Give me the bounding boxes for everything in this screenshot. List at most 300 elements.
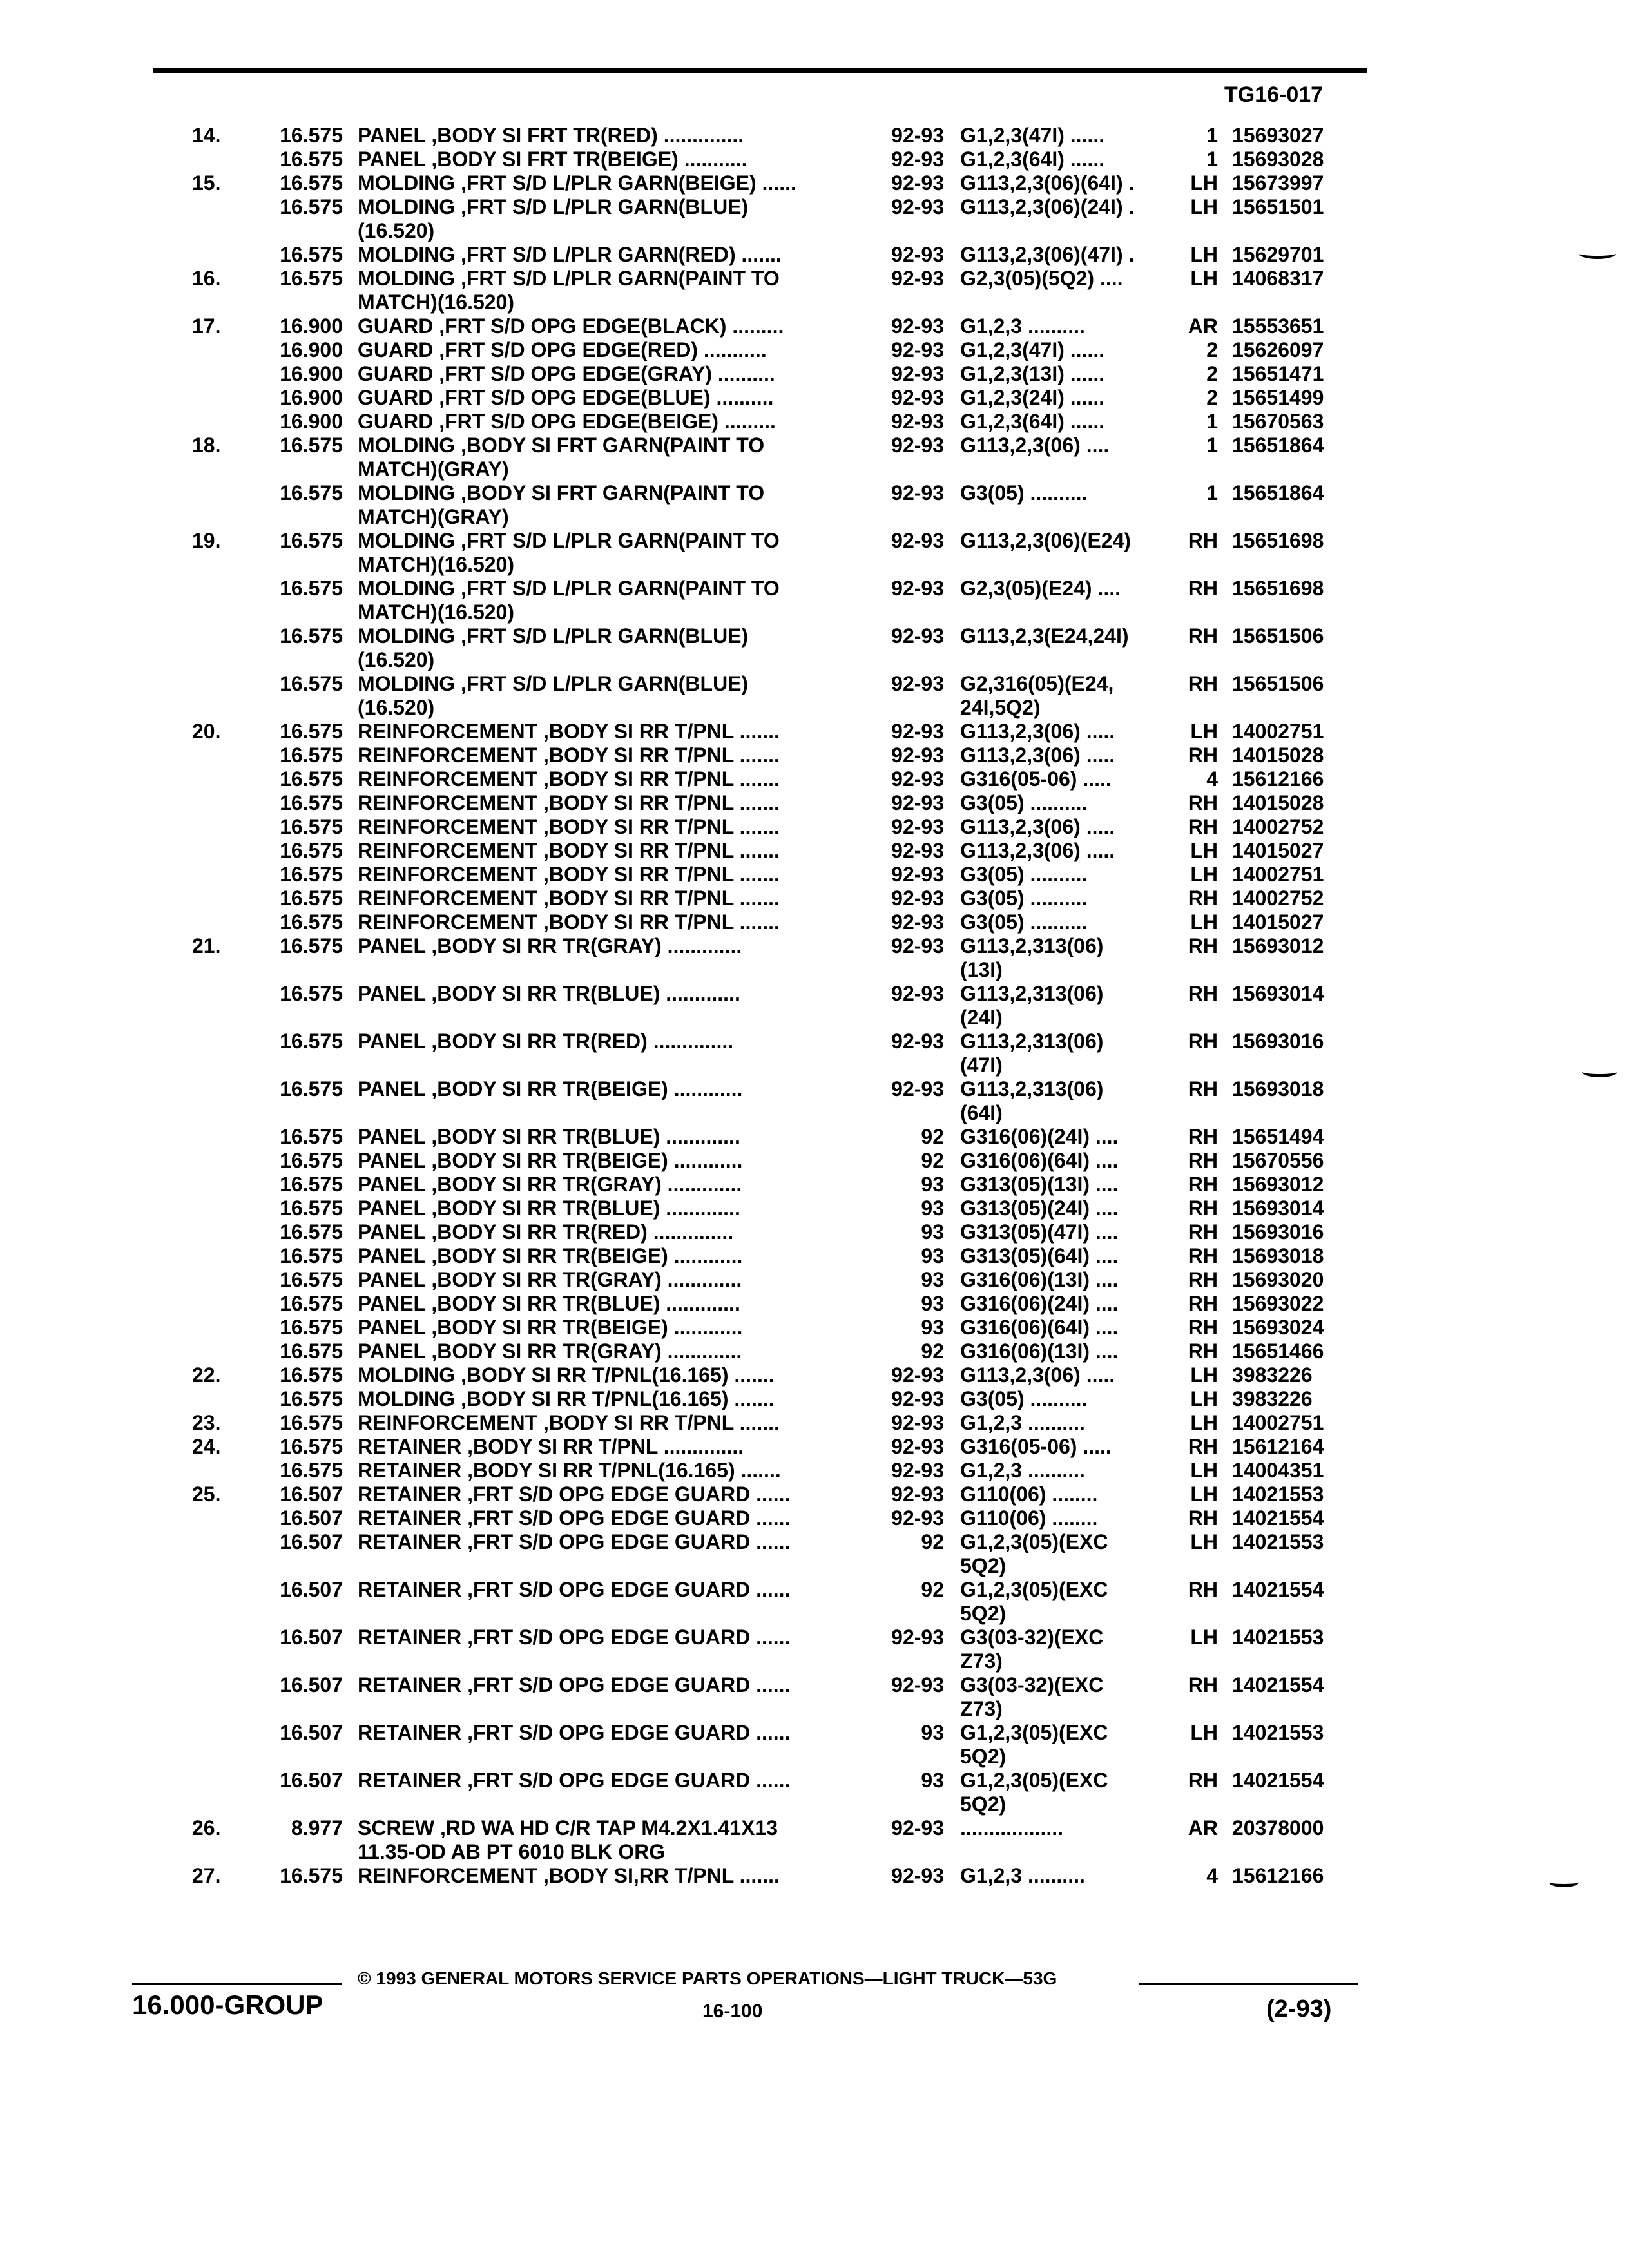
- part-description: [358, 1244, 892, 1268]
- part-detail: ,FRT S/D OPG EDGE GUARD ......: [461, 1506, 791, 1530]
- part-number: 14015027: [1232, 910, 1324, 934]
- part-number: 14015027: [1232, 839, 1324, 862]
- part-detail: ,BODY SI RR T/PNL(16.165) .......: [455, 1387, 775, 1410]
- part-name: REINFORCEMENT: [358, 839, 538, 862]
- table-row: [0, 1268, 1629, 1292]
- group-number: 16.900: [280, 410, 343, 433]
- table-row: [0, 815, 1629, 839]
- table-row: [0, 1149, 1629, 1173]
- part-description: [358, 839, 892, 863]
- part-description: [358, 553, 892, 577]
- model-years: 93: [857, 1292, 944, 1316]
- model-usage: G313(05)(47I) ....: [960, 1220, 1119, 1244]
- part-detail: ,BODY SI RR TR(BLUE) .............: [425, 982, 740, 1005]
- part-number: 15651494: [1232, 1125, 1324, 1148]
- model-usage: G113,2,313(06): [960, 982, 1104, 1005]
- table-row: [0, 1721, 1629, 1745]
- quantity: 2: [1179, 338, 1218, 362]
- table-row: [0, 148, 1629, 171]
- part-number: 14021553: [1232, 1483, 1324, 1506]
- model-usage: G113,2,313(06): [960, 1077, 1104, 1100]
- table-row: [0, 1864, 1629, 1888]
- table-row: [0, 1006, 1629, 1030]
- table-row: [0, 720, 1629, 744]
- part-detail: ,BODY SI RR TR(BEIGE) ............: [425, 1077, 743, 1100]
- part-description: [358, 791, 892, 815]
- part-name: MOLDING: [358, 267, 456, 290]
- part-name: RETAINER: [358, 1506, 462, 1530]
- model-usage: G110(06) ........: [960, 1483, 1098, 1506]
- figure-number: 17.: [192, 314, 221, 338]
- part-number: 14021554: [1232, 1506, 1324, 1530]
- part-detail: (16.520): [358, 648, 435, 671]
- quantity: LH: [1179, 1411, 1218, 1435]
- quantity: LH: [1179, 1459, 1218, 1483]
- group-number: 16.575: [280, 1292, 343, 1315]
- model-usage: (47I): [960, 1053, 1003, 1077]
- part-name: MOLDING: [358, 529, 456, 552]
- part-detail: ,BODY SI RR T/PNL .......: [537, 1411, 780, 1434]
- group-number: 16.575: [280, 148, 343, 171]
- model-years: 92-93: [857, 1483, 944, 1506]
- model-usage: G316(05-06) .....: [960, 1435, 1112, 1458]
- part-description: [358, 1268, 892, 1292]
- part-detail: ,BODY SI RR T/PNL .......: [537, 767, 780, 791]
- model-usage: G113,2,3(06)(64I) .: [960, 171, 1135, 195]
- part-detail: ,FRT S/D L/PLR GARN(PAINT TO: [455, 529, 780, 552]
- model-usage: G110(06) ........: [960, 1506, 1098, 1530]
- quantity: AR: [1179, 1816, 1218, 1840]
- part-number: 15651466: [1232, 1340, 1324, 1363]
- part-detail: ,FRT S/D L/PLR GARN(BEIGE) ......: [455, 171, 796, 195]
- table-row: [0, 124, 1629, 148]
- part-description: [358, 1769, 892, 1792]
- part-number: 15651864: [1232, 434, 1324, 457]
- part-detail: 11.35-OD AB PT 6010 BLK ORG: [358, 1840, 666, 1863]
- part-detail: (16.520): [358, 219, 435, 242]
- table-row: [0, 1673, 1629, 1697]
- quantity: RH: [1179, 1316, 1218, 1340]
- quantity: 1: [1179, 410, 1218, 434]
- model-years: 92-93: [857, 1363, 944, 1387]
- quantity: RH: [1179, 1506, 1218, 1530]
- quantity: RH: [1179, 744, 1218, 767]
- model-usage: G316(06)(24I) ....: [960, 1125, 1119, 1148]
- model-usage: G113,2,3(06)(24I) .: [960, 195, 1135, 218]
- figure-number: 27.: [192, 1864, 221, 1887]
- model-years: 92: [857, 1578, 944, 1602]
- part-name: RETAINER: [358, 1626, 462, 1649]
- model-usage: G113,2,3(06) .....: [960, 815, 1115, 838]
- model-usage: G1,2,3 ..........: [960, 1864, 1085, 1887]
- group-number: 16.575: [280, 1411, 343, 1434]
- table-row: [0, 1196, 1629, 1220]
- group-label: 16.000-GROUP: [132, 1990, 323, 2020]
- quantity: LH: [1179, 195, 1218, 219]
- part-description: [358, 314, 892, 338]
- model-years: 92-93: [857, 744, 944, 767]
- part-detail: ,BODY SI,RR T/PNL .......: [537, 1864, 780, 1887]
- quantity: 1: [1179, 434, 1218, 457]
- model-usage: (64I): [960, 1101, 1003, 1124]
- model-years: 92-93: [857, 338, 944, 362]
- table-row: [0, 1578, 1629, 1602]
- model-years: 92-93: [857, 1816, 944, 1840]
- quantity: LH: [1179, 171, 1218, 195]
- part-name: RETAINER: [358, 1578, 462, 1601]
- part-name: REINFORCEMENT: [358, 910, 538, 934]
- table-row: [0, 457, 1629, 481]
- model-usage: G113,2,3(06) .....: [960, 839, 1115, 862]
- group-number: 16.575: [280, 1220, 343, 1244]
- part-description: [358, 529, 892, 553]
- model-years: 92-93: [857, 1077, 944, 1101]
- figure-number: 23.: [192, 1411, 221, 1434]
- part-description: [358, 338, 892, 362]
- margin-mark-3: [1549, 1878, 1579, 1887]
- table-row: [0, 1387, 1629, 1411]
- quantity: RH: [1179, 1030, 1218, 1053]
- table-row: [0, 910, 1629, 934]
- quantity: RH: [1179, 1268, 1218, 1292]
- table-row: [0, 839, 1629, 863]
- part-name: RETAINER: [358, 1673, 462, 1696]
- part-description: [358, 1316, 892, 1340]
- model-usage: G313(05)(64I) ....: [960, 1244, 1119, 1267]
- table-row: [0, 1053, 1629, 1077]
- copyright-notice: © 1993 GENERAL MOTORS SERVICE PARTS OPERATIONS—LIGHT TRUCK—53G: [358, 1968, 1057, 1988]
- part-number: 15629701: [1232, 243, 1324, 266]
- group-number: 16.575: [280, 1149, 343, 1172]
- part-name: MOLDING: [358, 1363, 456, 1387]
- group-number: 16.575: [280, 1435, 343, 1458]
- part-detail: ,BODY SI RR T/PNL(16.165) .......: [461, 1459, 781, 1482]
- table-row: [0, 1101, 1629, 1125]
- quantity: 2: [1179, 386, 1218, 410]
- model-years: 92-93: [857, 1673, 944, 1697]
- model-usage: 5Q2): [960, 1792, 1007, 1816]
- model-years: 92-93: [857, 982, 944, 1006]
- part-detail: ,BODY SI RR TR(BLUE) .............: [425, 1196, 740, 1220]
- model-usage: G3(05) ..........: [960, 481, 1088, 505]
- group-number: 16.575: [280, 934, 343, 957]
- part-name: PANEL: [358, 148, 426, 171]
- part-description: [358, 1077, 892, 1101]
- figure-number: 22.: [192, 1363, 221, 1387]
- table-row: [0, 958, 1629, 982]
- table-row: [0, 505, 1629, 529]
- part-description: [358, 982, 892, 1006]
- part-detail: ,BODY SI RR T/PNL .......: [537, 910, 780, 934]
- table-row: [0, 648, 1629, 672]
- group-number: 16.575: [280, 1459, 343, 1482]
- model-years: 92-93: [857, 267, 944, 291]
- model-years: 92-93: [857, 243, 944, 267]
- table-row: [0, 171, 1629, 195]
- quantity: RH: [1179, 1435, 1218, 1459]
- model-usage: (24I): [960, 1006, 1003, 1029]
- part-detail: ,BODY SI RR TR(RED) ..............: [425, 1030, 734, 1053]
- part-detail: ,FRT S/D OPG EDGE(BLUE) ..........: [433, 386, 774, 409]
- group-number: 16.900: [280, 386, 343, 409]
- model-years: 92-93: [857, 815, 944, 839]
- part-detail: ,BODY SI RR T/PNL ..............: [461, 1435, 744, 1458]
- part-detail: ,FRT S/D OPG EDGE(RED) ...........: [433, 338, 767, 361]
- part-detail: ,BODY SI RR TR(BEIGE) ............: [425, 1316, 743, 1339]
- model-years: 92-93: [857, 934, 944, 958]
- group-number: 16.507: [280, 1483, 343, 1506]
- figure-number: 25.: [192, 1483, 221, 1506]
- part-description: [358, 1673, 892, 1697]
- model-years: 92-93: [857, 1459, 944, 1483]
- table-row: [0, 863, 1629, 887]
- figure-number: 18.: [192, 434, 221, 457]
- part-number: 14015028: [1232, 791, 1324, 814]
- group-number: 16.575: [280, 195, 343, 218]
- part-description: [358, 1816, 892, 1840]
- model-years: 92-93: [857, 362, 944, 386]
- part-number: 20378000: [1232, 1816, 1324, 1840]
- table-row: [0, 982, 1629, 1006]
- model-usage: G3(05) ..........: [960, 1387, 1088, 1410]
- part-name: RETAINER: [358, 1459, 462, 1482]
- model-years: 92: [857, 1125, 944, 1149]
- model-usage: G1,2,3(24I) ......: [960, 386, 1105, 409]
- quantity: RH: [1179, 624, 1218, 648]
- model-usage: G313(05)(13I) ....: [960, 1173, 1119, 1196]
- model-years: 92: [857, 1530, 944, 1554]
- table-row: [0, 1363, 1629, 1387]
- part-description: [358, 696, 892, 720]
- group-number: 16.507: [280, 1673, 343, 1696]
- group-number: 16.507: [280, 1626, 343, 1649]
- table-row: [0, 696, 1629, 720]
- table-row: [0, 887, 1629, 910]
- part-description: [358, 1530, 892, 1554]
- model-years: 92-93: [857, 148, 944, 171]
- table-row: [0, 1792, 1629, 1816]
- part-name: MOLDING: [358, 195, 456, 218]
- part-name: PANEL: [358, 982, 426, 1005]
- part-name: GUARD: [358, 386, 434, 409]
- group-number: 16.575: [280, 767, 343, 791]
- model-usage: (13I): [960, 958, 1003, 981]
- model-years: 92-93: [857, 1506, 944, 1530]
- table-row: [0, 553, 1629, 577]
- part-detail: ,BODY SI RR TR(BEIGE) ............: [425, 1149, 743, 1172]
- model-usage: G1,2,3(47I) ......: [960, 124, 1105, 147]
- part-name: REINFORCEMENT: [358, 887, 538, 910]
- part-name: SCREW: [358, 1816, 435, 1840]
- part-description: [358, 720, 892, 744]
- part-name: MOLDING: [358, 1387, 456, 1410]
- model-years: 92-93: [857, 434, 944, 457]
- model-years: 92-93: [857, 1864, 944, 1888]
- part-name: REINFORCEMENT: [358, 815, 538, 838]
- part-description: [358, 1840, 892, 1864]
- model-years: 92-93: [857, 672, 944, 696]
- table-row: [0, 934, 1629, 958]
- part-description: [358, 1459, 892, 1483]
- model-usage: G113,2,3(06) .....: [960, 744, 1115, 767]
- quantity: LH: [1179, 1530, 1218, 1554]
- part-name: PANEL: [358, 1196, 426, 1220]
- figure-number: 14.: [192, 124, 221, 147]
- part-name: MOLDING: [358, 672, 456, 695]
- part-number: 15651864: [1232, 481, 1324, 505]
- group-number: 16.575: [280, 791, 343, 814]
- part-name: REINFORCEMENT: [358, 1411, 538, 1434]
- part-description: [358, 1196, 892, 1220]
- part-name: PANEL: [358, 1340, 426, 1363]
- table-row: [0, 219, 1629, 243]
- footer-rule-left: [132, 1983, 342, 1985]
- quantity: LH: [1179, 1363, 1218, 1387]
- group-number: 16.575: [280, 815, 343, 838]
- part-description: [358, 1387, 892, 1411]
- part-description: [358, 815, 892, 839]
- part-description: [358, 744, 892, 767]
- model-usage: G316(06)(24I) ....: [960, 1292, 1119, 1315]
- group-number: 16.575: [280, 863, 343, 886]
- model-years: 93: [857, 1196, 944, 1220]
- part-number: 15670556: [1232, 1149, 1324, 1172]
- part-number: 15693020: [1232, 1268, 1324, 1291]
- part-name: PANEL: [358, 1149, 426, 1172]
- model-years: 93: [857, 1268, 944, 1292]
- part-name: PANEL: [358, 1316, 426, 1339]
- part-number: 15670563: [1232, 410, 1324, 433]
- table-row: [0, 195, 1629, 219]
- model-usage: G1,2,3(05)(EXC: [960, 1769, 1108, 1792]
- part-name: MOLDING: [358, 624, 456, 648]
- table-row: [0, 1173, 1629, 1196]
- model-usage: G113,2,3(06)(E24): [960, 529, 1132, 552]
- model-usage: G1,2,3(64I) ......: [960, 148, 1105, 171]
- part-detail: ,FRT S/D OPG EDGE GUARD ......: [461, 1769, 791, 1792]
- table-row: [0, 362, 1629, 386]
- part-name: PANEL: [358, 1077, 426, 1100]
- part-description: [358, 601, 892, 624]
- part-number: 14002751: [1232, 863, 1324, 886]
- part-description: [358, 910, 892, 934]
- model-years: 92-93: [857, 1411, 944, 1435]
- part-number: 14015028: [1232, 744, 1324, 767]
- part-description: [358, 291, 892, 314]
- quantity: RH: [1179, 529, 1218, 553]
- part-detail: ,FRT S/D OPG EDGE(GRAY) ..........: [433, 362, 775, 385]
- part-detail: ,FRT S/D OPG EDGE(BEIGE) .........: [433, 410, 776, 433]
- part-name: GUARD: [358, 362, 434, 385]
- part-name: RETAINER: [358, 1435, 462, 1458]
- part-number: 15693012: [1232, 1173, 1324, 1196]
- table-row: [0, 1483, 1629, 1506]
- part-name: GUARD: [358, 314, 434, 338]
- model-usage: G316(05-06) .....: [960, 767, 1112, 791]
- figure-number: 19.: [192, 529, 221, 552]
- group-number: 16.575: [280, 1173, 343, 1196]
- quantity: RH: [1179, 982, 1218, 1006]
- quantity: 1: [1179, 148, 1218, 171]
- model-usage: G1,2,3 ..........: [960, 1459, 1085, 1482]
- part-number: 15612164: [1232, 1435, 1324, 1458]
- quantity: 4: [1179, 767, 1218, 791]
- table-row: [0, 338, 1629, 362]
- part-detail: ,FRT S/D OPG EDGE GUARD ......: [461, 1673, 791, 1696]
- model-years: 93: [857, 1721, 944, 1745]
- part-description: [358, 1030, 892, 1053]
- part-number: 15673997: [1232, 171, 1324, 195]
- quantity: LH: [1179, 863, 1218, 887]
- part-name: MOLDING: [358, 243, 456, 266]
- model-years: 92: [857, 1149, 944, 1173]
- part-description: [358, 267, 892, 291]
- footer-rule-right: [1139, 1983, 1358, 1985]
- group-number: 16.900: [280, 314, 343, 338]
- part-detail: ,RD WA HD C/R TAP M4.2X1.41X13: [434, 1816, 778, 1840]
- part-detail: ,BODY SI RR TR(BEIGE) ............: [425, 1244, 743, 1267]
- part-detail: ,BODY SI RR TR(BLUE) .............: [425, 1292, 740, 1315]
- part-number: 14021554: [1232, 1769, 1324, 1792]
- model-usage: G3(05) ..........: [960, 863, 1088, 886]
- table-row: [0, 1745, 1629, 1769]
- part-detail: ,BODY SI RR T/PNL(16.165) .......: [455, 1363, 775, 1387]
- quantity: LH: [1179, 1626, 1218, 1649]
- part-name: PANEL: [358, 1244, 426, 1267]
- group-number: 16.900: [280, 362, 343, 385]
- part-detail: ,BODY SI FRT GARN(PAINT TO: [455, 481, 765, 505]
- part-name: RETAINER: [358, 1530, 462, 1553]
- part-name: PANEL: [358, 1292, 426, 1315]
- quantity: LH: [1179, 910, 1218, 934]
- model-years: 93: [857, 1220, 944, 1244]
- part-number: 15693024: [1232, 1316, 1324, 1339]
- group-number: 16.900: [280, 338, 343, 361]
- part-name: REINFORCEMENT: [358, 863, 538, 886]
- part-detail: ,BODY SI RR T/PNL .......: [537, 720, 780, 743]
- quantity: RH: [1179, 1173, 1218, 1196]
- part-number: 15693022: [1232, 1292, 1324, 1315]
- part-number: 3983226: [1232, 1363, 1313, 1387]
- model-usage: G113,2,3(06) .....: [960, 720, 1115, 743]
- group-number: 16.575: [280, 124, 343, 147]
- group-number: 16.507: [280, 1578, 343, 1601]
- model-years: 92-93: [857, 1626, 944, 1649]
- part-number: 15651471: [1232, 362, 1324, 385]
- table-row: [0, 291, 1629, 314]
- table-row: [0, 791, 1629, 815]
- model-years: 92-93: [857, 314, 944, 338]
- part-name: PANEL: [358, 1173, 426, 1196]
- part-name: RETAINER: [358, 1721, 462, 1744]
- part-detail: ,FRT S/D L/PLR GARN(PAINT TO: [455, 267, 780, 290]
- part-detail: ,FRT S/D L/PLR GARN(BLUE): [455, 195, 749, 218]
- part-description: [358, 1411, 892, 1435]
- part-number: 14002752: [1232, 815, 1324, 838]
- table-row: [0, 386, 1629, 410]
- part-name: MOLDING: [358, 481, 456, 505]
- part-number: 15693016: [1232, 1220, 1324, 1244]
- model-usage: G1,2,3(13I) ......: [960, 362, 1105, 385]
- part-number: 15693018: [1232, 1077, 1324, 1100]
- quantity: RH: [1179, 577, 1218, 601]
- part-name: PANEL: [358, 1220, 426, 1244]
- model-usage: G1,2,3(47I) ......: [960, 338, 1105, 361]
- part-detail: ,BODY SI RR TR(BLUE) .............: [425, 1125, 740, 1148]
- part-detail: MATCH)(16.520): [358, 291, 514, 314]
- model-years: 92-93: [857, 910, 944, 934]
- model-usage: G1,2,3(05)(EXC: [960, 1530, 1108, 1553]
